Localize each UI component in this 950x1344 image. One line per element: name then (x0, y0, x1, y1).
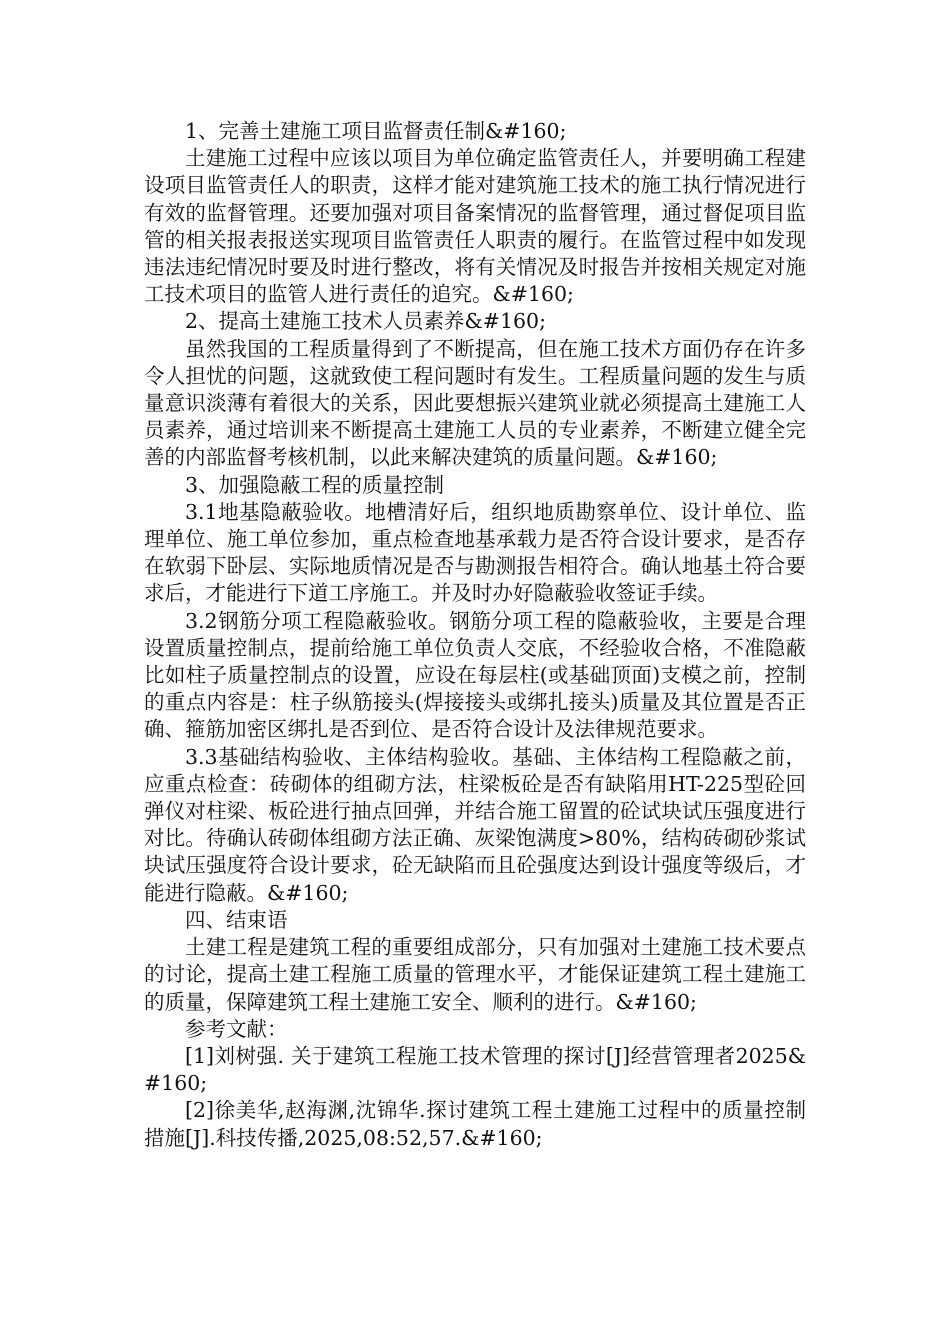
section-heading-conclusion: 四、结束语 (185, 907, 288, 932)
section-heading-supervision: 1、完善土建施工项目监督责任制&#160; (185, 119, 567, 143)
document-body (144, 118, 806, 1152)
section-heading-personnel: 2、提高土建施工技术人员素养&#160; (185, 309, 547, 334)
paragraph-personnel: 虽然我国的工程质量得到了不断提高，但在施工技术方面仍存在许多令人担忧的问题，这就致使工程问题时有发生。工程质量问题的发生与质量意识淡薄有着很大的关系，因此要想振兴建筑业就必须提高土建施工人员素养，通过培训来不断提高土建施工人员的专业素养，不断建立健全完善的内部监督考核机制，以此来解决建筑的质量问题。&#160; (144, 336, 806, 470)
section-heading-concealed-works: 3、加强隐蔽工程的质量控制 (185, 472, 445, 497)
references-heading: 参考文献： (185, 1016, 288, 1041)
paragraph-foundation-acceptance: 3.1地基隐蔽验收。地槽清好后，组织地质勘察单位、设计单位、监理单位、施工单位参加，重点检查地基承载力是否符合设计要求，是否存在软弱下卧层、实际地质情况是否与勘测报告相符合。确认地基土符合要求后，才能进行下道工序施工。并及时办好隐蔽验收签证手续。 (144, 499, 806, 606)
paragraph-rebar-acceptance: 3.2钢筋分项工程隐蔽验收。钢筋分项工程的隐蔽验收，主要是合理设置质量控制点，提前给施工单位负责人交底，不经验收合格，不准隐蔽比如柱子质量控制点的设置，应设在每层柱(或基础顶面)支模之前，控制的重点内容是：柱子纵筋接头(焊接接头或绑扎接头)质量及其位置是否正确、箍筋加密区绑扎是否到位、是否符合设计及法律规范要求。 (144, 608, 806, 742)
paragraph-structure-acceptance: 3.3基础结构验收、主体结构验收。基础、主体结构工程隐蔽之前，应重点检查：砖砌体的组砌方法，柱梁板砼是否有缺陷用HT-225型砼回弹仪对柱梁、板砼进行抽点回弹，并结合施工留置的砼试块试压强度进行对比。待确认砖砌体组砌方法正确、灰梁饱满度>80%，结构砖砌砂浆试块试压强度符合设计要求，砼无缺陷而且砼强度达到设计强度等级后，才能进行隐蔽。&#160; (144, 744, 806, 905)
reference-item-2: [2]徐美华,赵海渊,沈锦华.探讨建筑工程土建施工过程中的质量控制措施[J].科技传播,2025,08:52,57.&#160; (144, 1098, 806, 1150)
paragraph-conclusion: 土建工程是建筑工程的重要组成部分，只有加强对土建施工技术要点的讨论，提高土建工程施工质量的管理水平，才能保证建筑工程土建施工的质量，保障建筑工程土建施工安全、顺利的进行。&#160; (144, 935, 806, 1014)
paragraph-supervision: 土建施工过程中应该以项目为单位确定监管责任人，并要明确工程建设项目监管责任人的职责，这样才能对建筑施工技术的施工执行情况进行有效的监督管理。还要加强对项目备案情况的监督管理，通过督促项目监管的相关报表报送实现项目监管责任人职责的履行。在监管过程中如发现违法违纪情况时要及时进行整改，将有关情况及时报告并按相关规定对施工技术项目的监管人进行责任的追究。&#160; (144, 146, 806, 307)
reference-item-1: [1]刘树强. 关于建筑工程施工技术管理的探讨[J]经营管理者2025&#160; (144, 1043, 806, 1096)
